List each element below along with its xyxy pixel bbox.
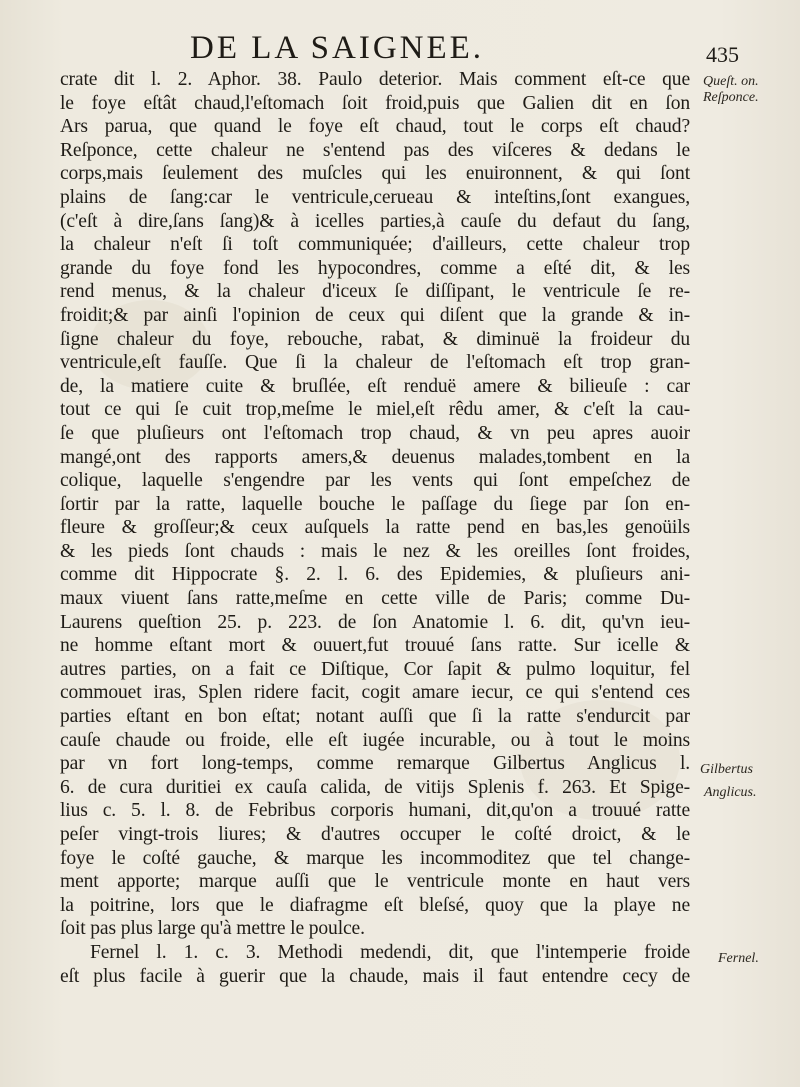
text-line: (c'eſt à dire,ſans ſang)& à icelles parties,à cauſe du defaut du ſang, — [60, 210, 690, 232]
text-line: eſt plus facile à guerir que la chaude, mais il faut entendre cecy de — [60, 965, 690, 987]
text-line: de, la matiere cuite & bruſlée, eſt renduë amere & bilieuſe : car — [60, 375, 690, 397]
text-line: 6. de cura duritiei ex cauſa calida, de vitijs Splenis f. 263. Et Spige- — [60, 776, 690, 798]
text-line: tout ce qui ſe cuit trop,meſme le miel,eſt rêdu amer, & c'eſt la cau- — [60, 399, 690, 421]
text-line: fleure & groſſeur;& ceux auſquels la ratte pend en bas,les genoüils — [60, 517, 690, 539]
text-line: grande du foye fond les hypocondres, comme a eſté dit, & les — [60, 257, 690, 279]
margin-note-anglicus: Anglicus. — [704, 785, 757, 800]
text-line: la chaleur n'eſt ſi toſt communiquée; d'ailleurs, cette chaleur trop — [60, 234, 690, 256]
text-line: ment apporte; marque auſſi que le ventricule monte en haut vers — [60, 871, 690, 893]
margin-note-response: Reſponce. — [703, 90, 759, 105]
text-line: ſigne chaleur du foye, rebouche, rabat, & diminuë la froideur du — [60, 328, 690, 350]
text-line: corps,mais ſeulement des muſcles qui les enuironnent, & qui ſont — [60, 163, 690, 185]
text-line: foye le coſté gauche, & marque les incommoditez que tel change- — [60, 847, 690, 869]
text-line: lius c. 5. l. 8. de Febribus corporis humani, dit,qu'on a trouué ratte — [60, 800, 690, 822]
text-line: la poitrine, lors que le diafragme eſt bleſsé, quoy que la playe ne — [60, 894, 690, 916]
running-title: DE LA SAIGNEE. — [190, 30, 485, 66]
text-line: Reſponce, cette chaleur ne s'entend pas des viſceres & dedans le — [60, 139, 690, 161]
text-line: ſe que pluſieurs ont l'eſtomach trop chaud, & vn peu apres auoir — [60, 422, 690, 444]
text-line: Fernel l. 1. c. 3. Methodi medendi, dit, que l'intemperie froide — [90, 941, 690, 963]
margin-note-question: Queſt. on. — [703, 74, 759, 89]
text-line: rend menus, & la chaleur d'iceux ſe diſſipant, le ventricule ſe re- — [60, 281, 690, 303]
text-line: colique, laquelle s'engendre par les vents qui ſont empeſchez de — [60, 470, 690, 492]
text-line: parties eſtant en bon eſtat; notant auſſi que ſi la ratte s'endurcit par — [60, 706, 690, 728]
page-header — [0, 28, 800, 68]
text-line: ventricule,eſt fauſſe. Que ſi la chaleur de l'eſtomach eſt trop gran- — [60, 352, 690, 374]
margin-note-fernel: Fernel. — [718, 951, 759, 966]
text-line: autres parties, on a fait ce Diſtique, Cor ſapit & pulmo loquitur, fel — [60, 658, 690, 680]
text-line: ſortir par la ratte, laquelle bouche le paſſage du ſiege par ſon en- — [60, 493, 690, 515]
text-line: maux viuent ſans ratte,meſme en cette ville de Paris; comme Du- — [60, 588, 690, 610]
margin-note-gilbertus: Gilbertus — [700, 762, 753, 777]
text-line: commouet iras, Splen ridere facit, cogit amare iecur, ce qui s'entend ces — [60, 682, 690, 704]
text-line: crate dit l. 2. Aphor. 38. Paulo deterior. Mais comment eſt-ce que — [60, 69, 690, 90]
text-line: Laurens queſtion 25. p. 223. de ſon Anatomie l. 6. dit, qu'vn ieu- — [60, 611, 690, 633]
text-line: froidit;& par ainſi l'opinion de ceux qui diſent que la grande & in- — [60, 304, 690, 326]
text-line: cauſe chaude ou froide, elle eſt iugée incurable, ou à tout le moins — [60, 729, 690, 751]
text-line: par vn fort long-temps, comme remarque Gilbertus Anglicus l. — [60, 753, 690, 775]
text-line: peſer vingt-trois liures; & d'autres occuper le coſté droict, & le — [60, 824, 690, 845]
text-line: comme dit Hippocrate §. 2. l. 6. des Epidemies, & pluſieurs ani- — [60, 564, 690, 586]
text-line: mangé,ont des rapports amers,& deuenus malades,tombent en la — [60, 446, 690, 468]
text-line: & les pieds ſont chauds : mais le nez & les oreilles ſont froides, — [60, 540, 690, 562]
text-line: le foye eſtât chaud,l'eſtomach ſoit froid,puis que Galien dit en ſon — [60, 92, 690, 114]
text-line: ne homme eſtant mort & ouuert,fut trouué ſans ratte. Sur icelle & — [60, 635, 690, 657]
body-text — [60, 68, 690, 988]
text-line: Ars parua, que quand le foye eſt chaud, tout le corps eſt chaud? — [60, 116, 690, 138]
text-line: ſoit pas plus large qu'à mettre le poulce. — [60, 918, 365, 940]
text-line: plains de ſang:car le ventricule,cerueau & inteſtins,ſont exangues, — [60, 186, 690, 208]
page-number: 435 — [706, 42, 739, 67]
